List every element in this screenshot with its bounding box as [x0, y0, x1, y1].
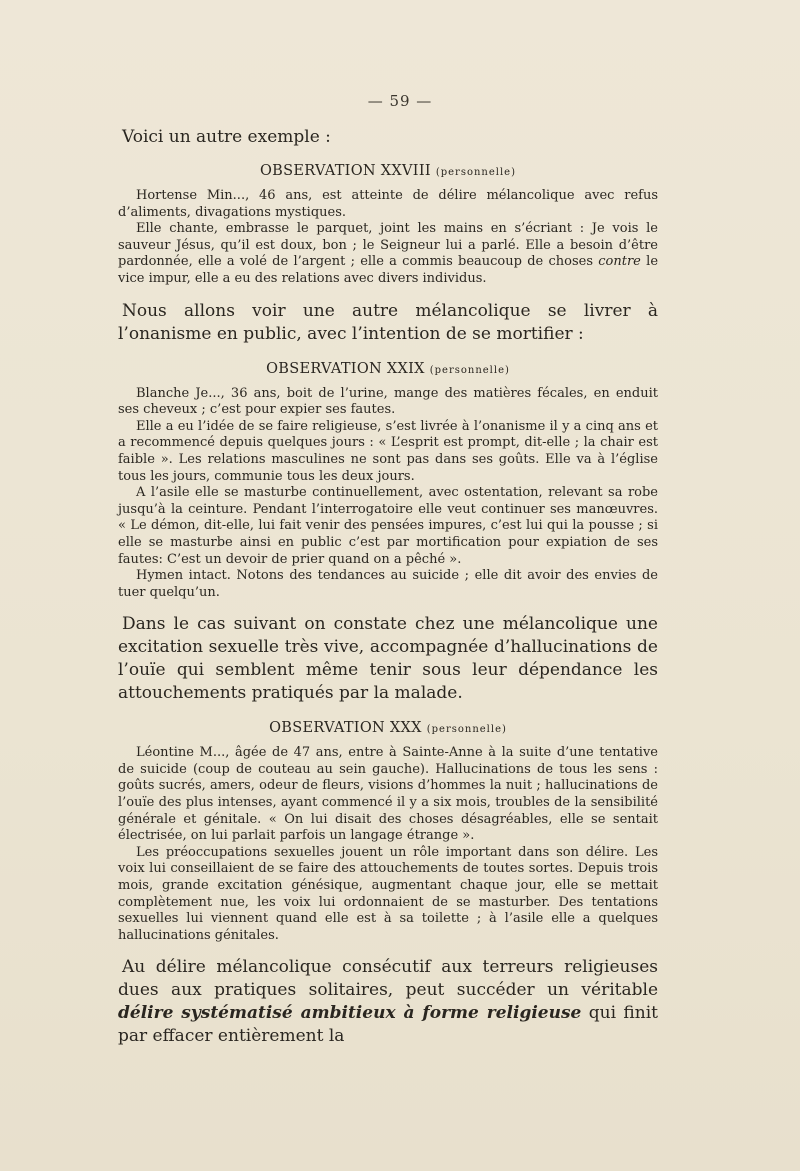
page-body	[118, 86, 658, 1048]
observation-29	[118, 361, 658, 602]
observation-paragraph: A l’asile elle se masturbe continuellement, avec ostentation, relevant sa robe jusqu’à la ceinture. Pendant l’interrogatoire elle veut continuer ses manœuvres. « Le démon, dit-elle, lui fait venir des pensées impures, c’est lui qui la pousse ; si elle se masturbe ainsi en public c’est par mortification pour expiation de ses fautes: C’est un devoir de prier quand on a pêché ».	[118, 485, 658, 567]
observation-type: (personnelle)	[426, 724, 507, 736]
observation-30	[118, 720, 658, 944]
page-number: — 59 —	[367, 92, 433, 110]
observation-paragraph: Blanche Je..., 36 ans, boit de l’urine, mange des matières fécales, en enduit ses cheveux ; c’est pour expier ses fautes.	[118, 385, 658, 418]
lead-emphasis: délire systématisé ambitieux à forme religieuse	[118, 1003, 582, 1024]
observation-paragraph: Hymen intact. Notons des tendances au suicide ; elle dit avoir des envies de tuer quelqu’un.	[118, 568, 658, 600]
paragraph-text: Elle chante, embrasse le parquet, joint les mains en s’écriant : Je vois le sauveur Jésus, qu’il est doux, bon ; le Seigneur lui a parlé. Elle a besoin d’être pardonnée, elle a volé de l’argent ; elle a commis beaucoup de choses	[118, 221, 658, 270]
observation-number: OBSERVATION XXIX	[266, 360, 425, 377]
observation-paragraph: Elle a eu l’idée de se faire religieuse, s’est livrée à l’onanisme il y a cinq ans et a recommencé depuis quelques jours : « L’esprit est prompt, dit-elle ; la chair est faible ». Les relations masculines ne sont pas dans ses goûts. Elle va à l’église tous les jours, communie tous les deux jours.	[118, 418, 658, 484]
observation-paragraph	[118, 221, 658, 287]
lead-text: Au délire mélancolique consécutif aux terreurs religieuses dues aux pratiques solitaires, peut succéder un véritable	[118, 957, 658, 1001]
observation-number: OBSERVATION XXVIII	[259, 163, 431, 179]
intro-line: Voici un autre exemple :	[122, 127, 331, 147]
observation-paragraph: Léontine M..., âgée de 47 ans, entre à Sainte-Anne à la suite d’une tentative de suicide (coup de couteau au sein gauche). Hallucinations de tous les sens : goûts sucrés, amers, odeur de fleurs, visions d’hommes la nuit ; hallucinations de l’ouïe des plus intenses, ayant commencé il y a six mois, troubles de la sensibilité générale et génitale. « On lui disait des choses désagréables, elle se sentait électrisée, on lui parlait parfois un langage étrange ».	[118, 745, 658, 844]
observation-paragraph: Les préoccupations sexuelles jouent un rôle important dans son délire. Les voix lui conseillaient de se faire des attouchements de toutes sortes. Depuis trois mois, grande excitation génésique, augmentant chaque jour, elle se mettait complètement nue, les voix lui ordonnaient de se masturber. Des tentations sexuelles lui viennent quand elle est à sa toilette ; à l’asile elle a quelques hallucinations génitales.	[118, 844, 658, 943]
observation-number: OBSERVATION XXX	[269, 720, 422, 737]
lead-paragraph: Dans le cas suivant on constate chez une mélancolique une excitation sexuelle très vive, accompagnée d’hallucinations de l’ouïe qui semblent même tenir sous leur dépendance les attouchements pratiqués par la malade.	[118, 614, 658, 704]
observation-type: (personnelle)	[435, 167, 516, 178]
observation-paragraph: Hortense Min..., 46 ans, est atteinte de délire mélancolique avec refus d’aliments, divagations mystiques.	[118, 188, 658, 220]
lead-paragraph	[118, 956, 658, 1048]
observation-type: (personnelle)	[429, 364, 510, 376]
italic-word: contre	[598, 254, 641, 270]
observation-title	[118, 361, 658, 377]
lead-text: qui finit par effacer entièrement la	[118, 1003, 658, 1047]
observation-28	[118, 163, 658, 288]
paragraph-text: le vice impur, elle a eu des relations avec divers individus.	[118, 254, 659, 286]
lead-paragraph: Nous allons voir une autre mélancolique se livrer à l’onanisme en public, avec l’intention de se mortifier :	[118, 300, 658, 344]
observation-title	[118, 720, 658, 736]
observation-title	[118, 163, 658, 179]
